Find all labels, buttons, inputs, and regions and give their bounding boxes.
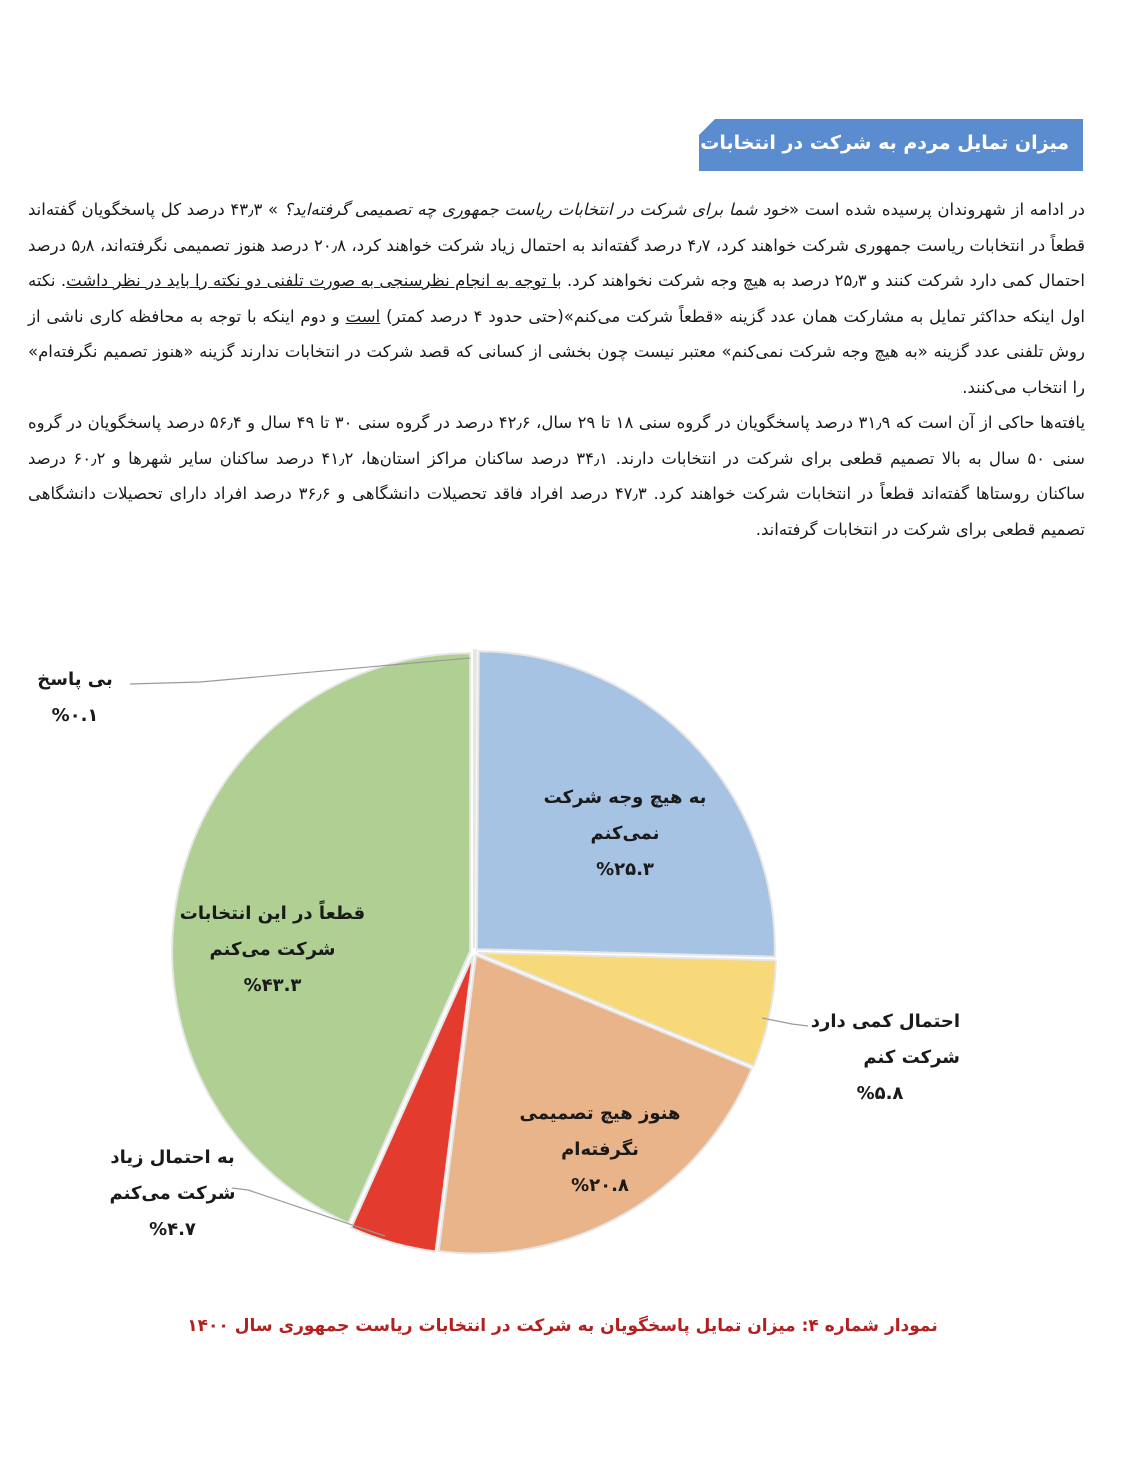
label-undecided-line2: نگرفته‌ام [561,1139,639,1160]
paragraph-1 [28,192,1085,405]
pie-chart [0,600,1125,1300]
label-undecided-value: %۲۰.۸ [571,1175,629,1196]
p1-question: خود شما برای شرکت در انتخابات ریاست جمهوری چه تصمیمی گرفته‌اید؟ [283,200,790,219]
label-never-line1: به هیچ وجه شرکت [543,787,707,808]
paragraph-2: یافته‌ها حاکی از آن است که ۳۱٫۹ درصد پاسخگویان در گروه سنی ۱۸ تا ۲۹ سال، ۴۲٫۶ درصد در گروه سنی ۳۰ تا ۴۹ سال و ۵۶٫۴ درصد پاسخگویان در گروه سنی ۵۰ سال به بالا تصمیم قطعی برای شرکت در انتخابات دارند. ۳۴٫۱ درصد ساکنان مراکز استان‌ها، ۴۱٫۲ درصد ساکنان سایر شهرها و ۶۰٫۲ درصد ساکنان روستاها گفته‌اند قطعاً در انتخابات شرکت خواهند کرد. ۴۷٫۳ درصد افراد فاقد تحصیلات دانشگاهی و ۳۶٫۶ درصد افراد دارای تحصیلات دانشگاهی تصمیم قطعی برای شرکت در انتخابات گرفته‌اند. [28,413,1086,539]
p1-part-c: . نکته اول اینکه حداکثر تمایل به مشارکت همان عدد گزینه «قطعاً شرکت می‌کنم»(حتی حدود ۴ درصد کمتر) [28,271,1085,326]
label-definitely-line1: قطعاً در این انتخابات [179,903,366,924]
slice-no-answer [474,650,476,948]
label-never-line2: نمی‌کنم [590,823,660,844]
label-likely [90,1140,255,1248]
label-no-answer-value: %۰.۱ [51,705,99,726]
label-undecided [480,1096,720,1204]
label-low-chance-line2: شرکت کنم [863,1047,960,1068]
label-undecided-line1: هنوز هیچ تصمیمی [519,1103,681,1124]
p1-part-d: و دوم اینکه با توجه به محافظه کاری ناشی از روش تلفنی عدد گزینه «به هیچ وجه شرکت نمی‌کنم» معتبر نیست چون بخشی از کسانی که قصد شرکت در انتخابات ندارند گزینه «هنوز تصمیم نگرفته‌ام» را انتخاب می‌کنند. [28,306,1085,397]
body-text [28,192,1085,547]
p1-underlined-note: با توجه به انجام نظرسنجی به صورت تلفنی دو نکته را باید در نظر داشت [66,271,562,290]
label-no-answer [20,662,130,734]
label-low-chance [800,1004,960,1112]
label-likely-line1: به احتمال زیاد [110,1147,235,1168]
label-low-chance-line1: احتمال کمی دارد [810,1011,960,1032]
label-never-value: %۲۵.۳ [596,859,654,880]
chart-caption: نمودار شماره ۴: میزان تمایل پاسخگویان به شرکت در انتخابات ریاست جمهوری سال ۱۴۰۰ [187,1316,938,1336]
label-likely-line2: شرکت می‌کنم [109,1183,236,1204]
label-definitely [165,896,380,1004]
label-definitely-value: %۴۳.۳ [243,975,302,996]
label-definitely-line2: شرکت می‌کنم [209,939,336,960]
p1-part-a: در ادامه از شهروندان پرسیده شده است « [789,200,1085,219]
p1-part-b: » ۴۳٫۳ درصد کل پاسخگویان گفته‌اند قطعاً در انتخابات ریاست جمهوری شرکت خواهند کرد، ۴٫۷ درصد گفته‌اند به احتمال زیاد شرکت خواهند کرد، ۲۰٫۸ درصد هنوز تصمیمی نگرفته‌اند، ۵٫۸ درصد احتمال کمی دارد شرکت کنند و ۲۵٫۳ درصد به هیچ وجه شرکت نخواهند کرد. [28,200,1085,290]
section-banner [699,119,1083,171]
section-title: میزان تمایل مردم به شرکت در انتخابات [700,132,1069,154]
label-no-answer-text: بی پاسخ [37,669,113,690]
label-likely-value: %۴.۷ [149,1219,196,1240]
p1-underlined-est: است [345,306,381,326]
label-never [505,780,745,888]
label-low-chance-value: %۵.۸ [856,1083,904,1104]
